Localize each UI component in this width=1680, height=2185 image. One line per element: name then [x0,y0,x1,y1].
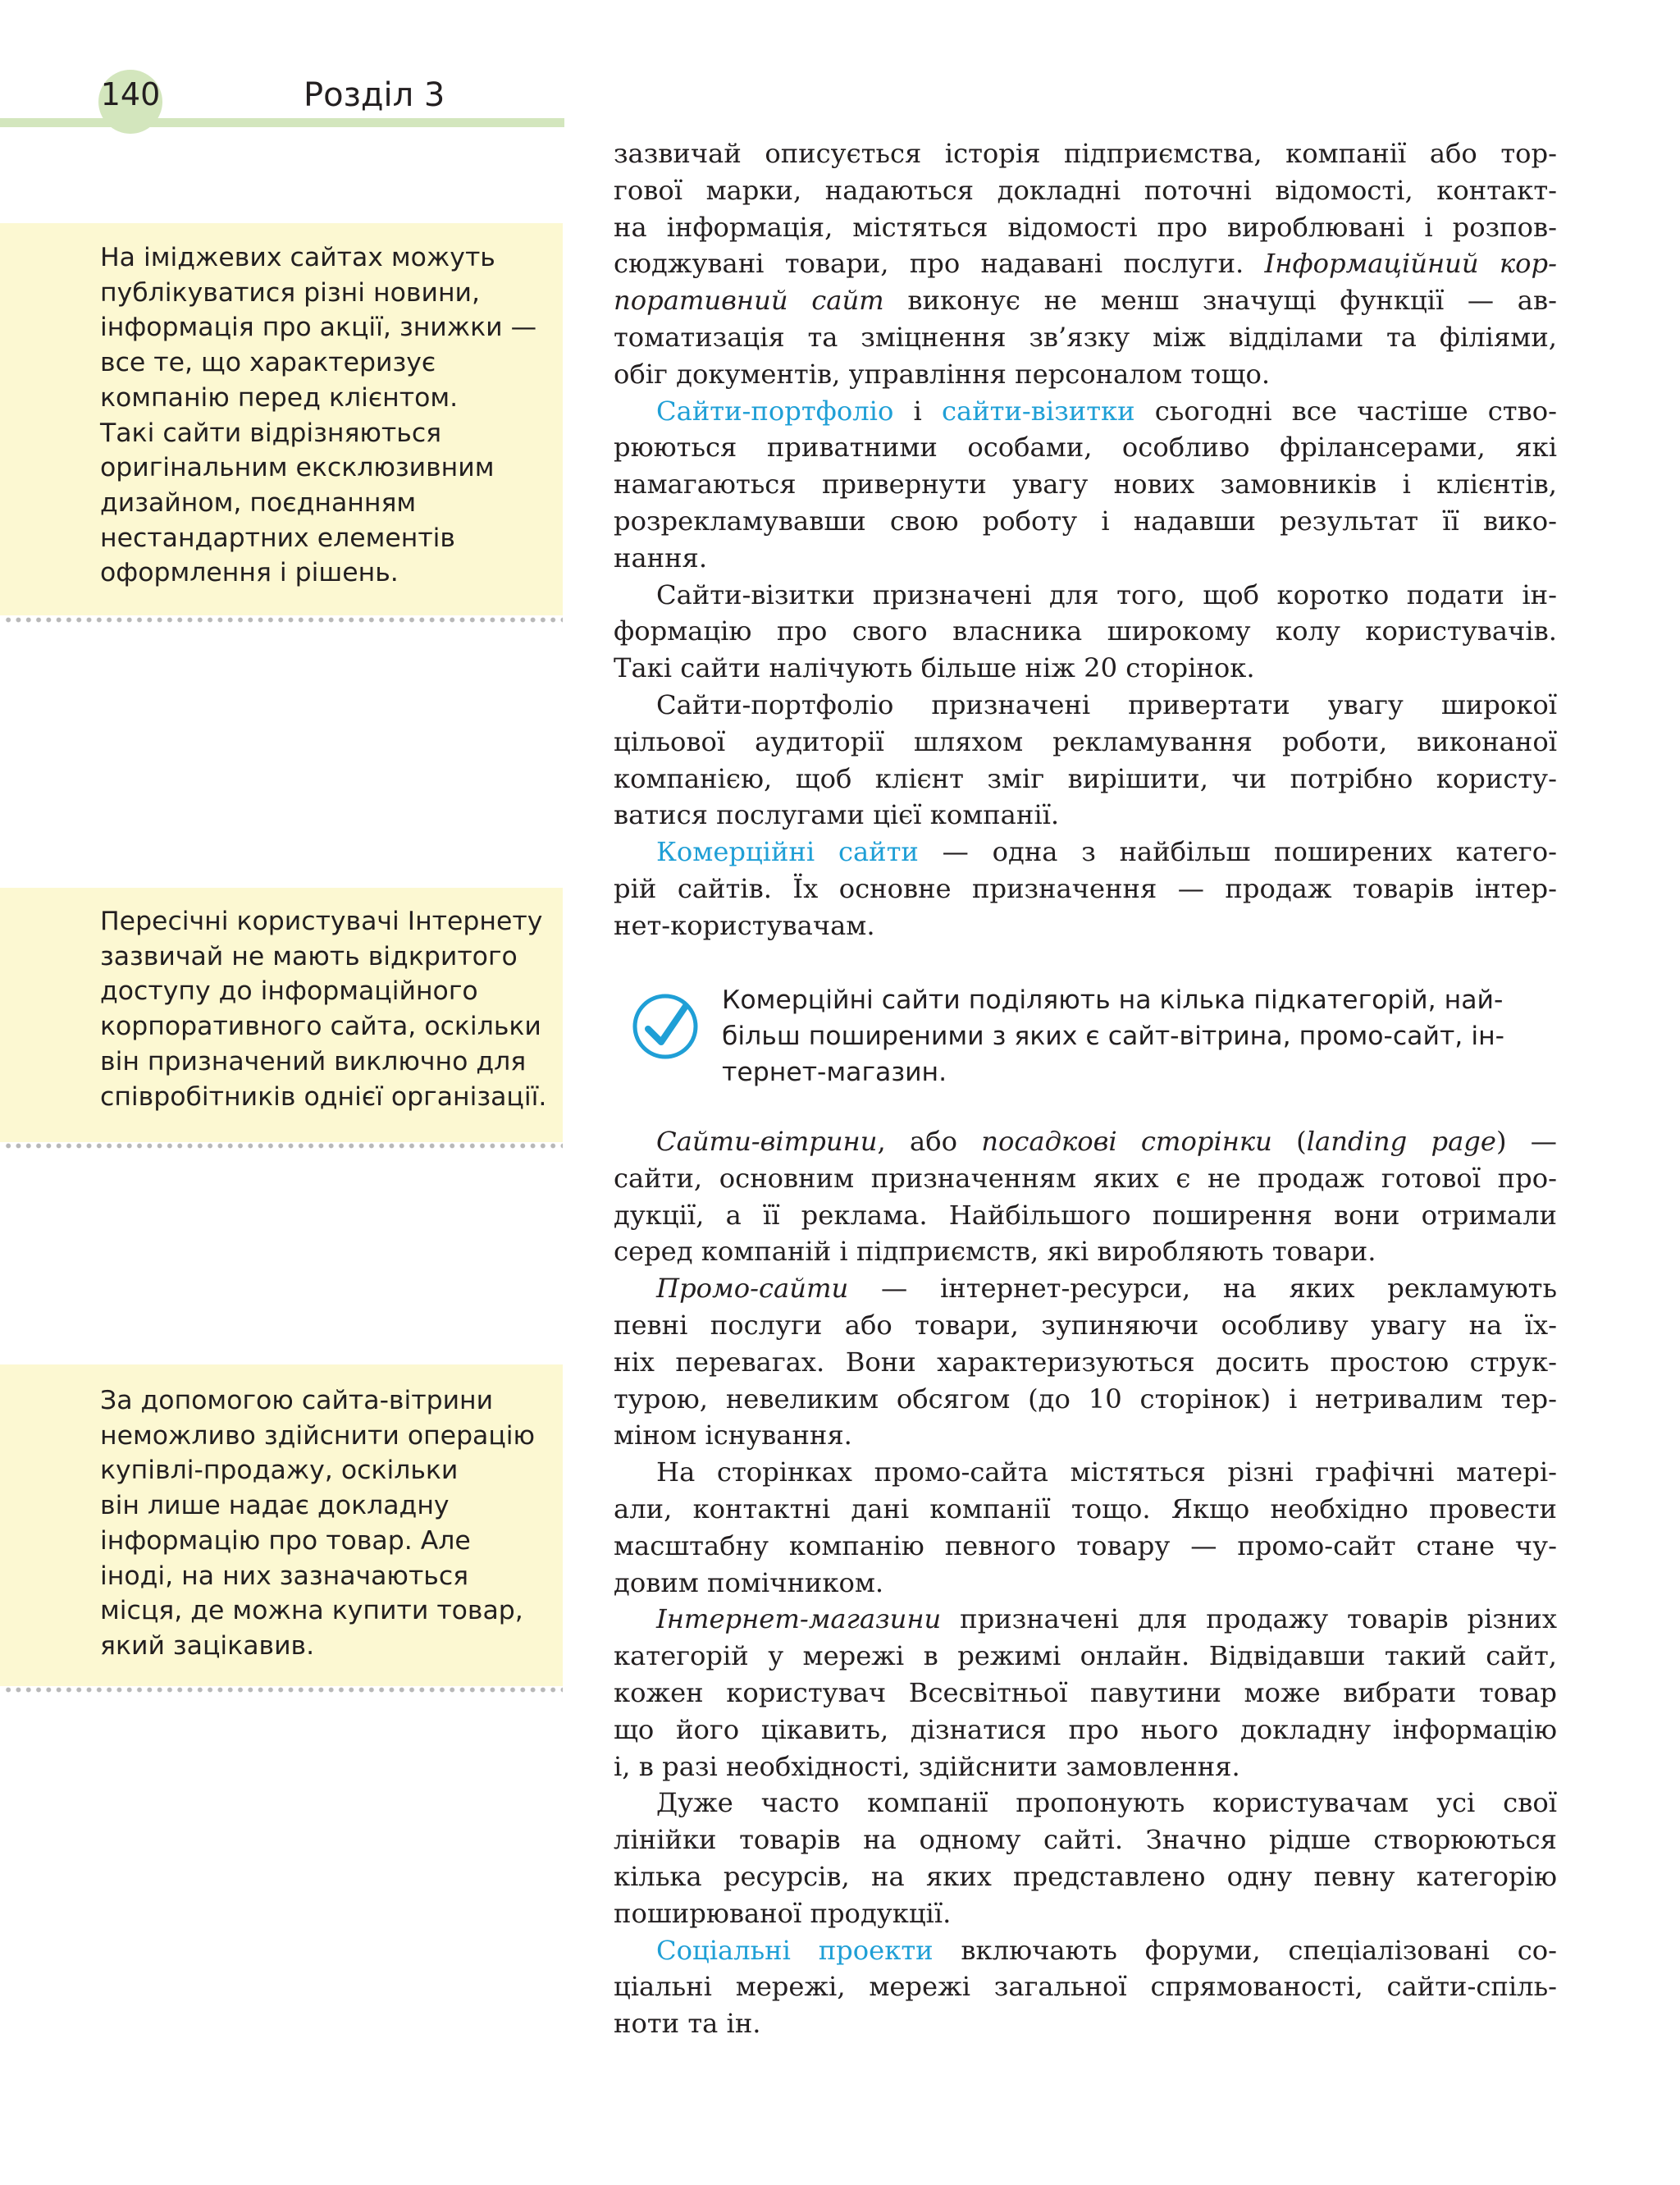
sidebar-note-1-text: На іміджевих сайтах можуть публікуватися різні новини, інформація про акції, знижки — все те, що характеризує компанію перед клієнтом. Такі сайти відрізняються оригінальним ексклюзивним дизайном, поєднанням нестандартних елементів оформлення і рішень. [100,243,537,588]
check-circle-icon [632,993,699,1060]
sidebar-note-3-text: За допомогою сайта-вітрини неможливо здійснити операцію купівлі-продажу, оскільки він лише надає докладну інформацію про товар. Але іноді, на них зазначаються місця, де можна купити товар, який зацікавив. [100,1386,536,1661]
term-online-stores: Інтернет-магазини [656,1603,942,1635]
term-portfolio-sites: Сайти-портфоліо [656,395,894,427]
sidebar-note-2-text: Пересічні користувачі Інтернету зазвичай не мають відкритого доступу до інформаційного корпоративного сайта, оскільки він призначений виключно для співробітників однієї організації. [100,907,547,1112]
term-showcase-sites: Сайти-вітрини [656,1126,878,1157]
term-business-card-sites: сайти-візитки [941,395,1135,427]
term-social-projects: Соціальні проекти [656,1934,934,1966]
dotted-divider [3,1143,563,1149]
term-landing-page-en: landing page [1306,1126,1496,1157]
term-landing-pages: посадкові сторінки [981,1126,1272,1157]
check-note-text: Комерційні сайти поділяють на кілька підкатегорій, най- більш поширеними з яких є сайт-вітрина, промо-сайт, ін- тернет-магазин. [722,985,1505,1087]
main-text-bottom: Сайти-вітрини, або посадкові сторінки (landing page) — сайти, основним призначенням яких є не продаж готової про- дукції, а її реклама. Найбільшого поширення вони отримали серед компаній і підприємств, які виробляють товари. Промо-сайти — інтернет-ресурси, на яких рекламують певні послуги або товари, зупиняючи особливу увагу на їх- ніх перевагах. Вони характеризуються досить простою струк- турою, невеликим обсягом (до 10 сторінок) і нетривалим тер- міном існування. На сторінках промо-сайта містяться різні графічні матері- али, контактні дані компанії тощо. Якщо необхідно провести масштабну компанію певного товару — промо-сайт стане чу- довим помічником. Інтернет-магазини призначені для продажу товарів різних категорій у мережі в режимі онлайн. Відвідавши такий сайт, кожен користувач Всесвітньої павутини може вибрати товар що його цікавить, дізнатися про нього докладну інформацію і, в разі необхідності, здійснити замовлення. Дуже часто компанії пропонують користувачам усі свої лінійки товарів на одному сайті. Значно рідше створюються кілька ресурсів, на яких представлено одну певну категорію поширюваної продукції. Соціальні проекти включають форуми, спеціалізовані со- ціальні мережі, мережі загальної спрямованості, сайти-спіль- ноти та ін. [614,1126,1557,2040]
term-promo-sites: Промо-сайти [656,1273,849,1305]
header-bar [0,118,564,127]
main-text-top: зазвичай описується історія підприємства, компанії або тор- гової марки, надаються докладні поточні відомості, контакт- на інформація, містяться відомості про вироблювані і розпов- сюджувані товари, про надавані послуги. Інформаційний кор- поративний сайт виконує не менш значущі функції — ав- томатизація та зміцнення зв’язку між відділами та філіями, обіг документів, управління персоналом тощо. Сайти-портфоліо і сайти-візитки сьогодні все частіше ство- рюються приватними особами, особливо фрілансерами, які намагаються привернути увагу нових замовників і клієнтів, розрекламувавши свою роботу і надавши результат її вико- нання. Сайти-візитки призначені для того, щоб коротко подати ін- формацію про свого власника широкому колу користувачів. Такі сайти налічують більше ніж 20 сторінок. Сайти-портфоліо призначені привертати увагу широкої цільової аудиторії шляхом рекламування роботи, виконаної компанією, щоб клієнт зміг вирішити, чи потрібно користу- ватися послугами цієї компанії. Комерційні сайти — одна з найбільш поширених катего- рій сайтів. Їх основне призначення — продаж товарів інтер- нет-користувачам. [614,138,1557,941]
section-title: Розділ 3 [304,76,445,114]
term-info-corporate-cont: поративний сайт [614,285,884,317]
dotted-divider [3,617,563,623]
term-info-corporate: Інформаційний кор- [1264,248,1557,280]
dotted-divider [3,1687,563,1693]
page-number: 140 [100,76,161,112]
term-commercial-sites: Комерційні сайти [656,836,919,868]
